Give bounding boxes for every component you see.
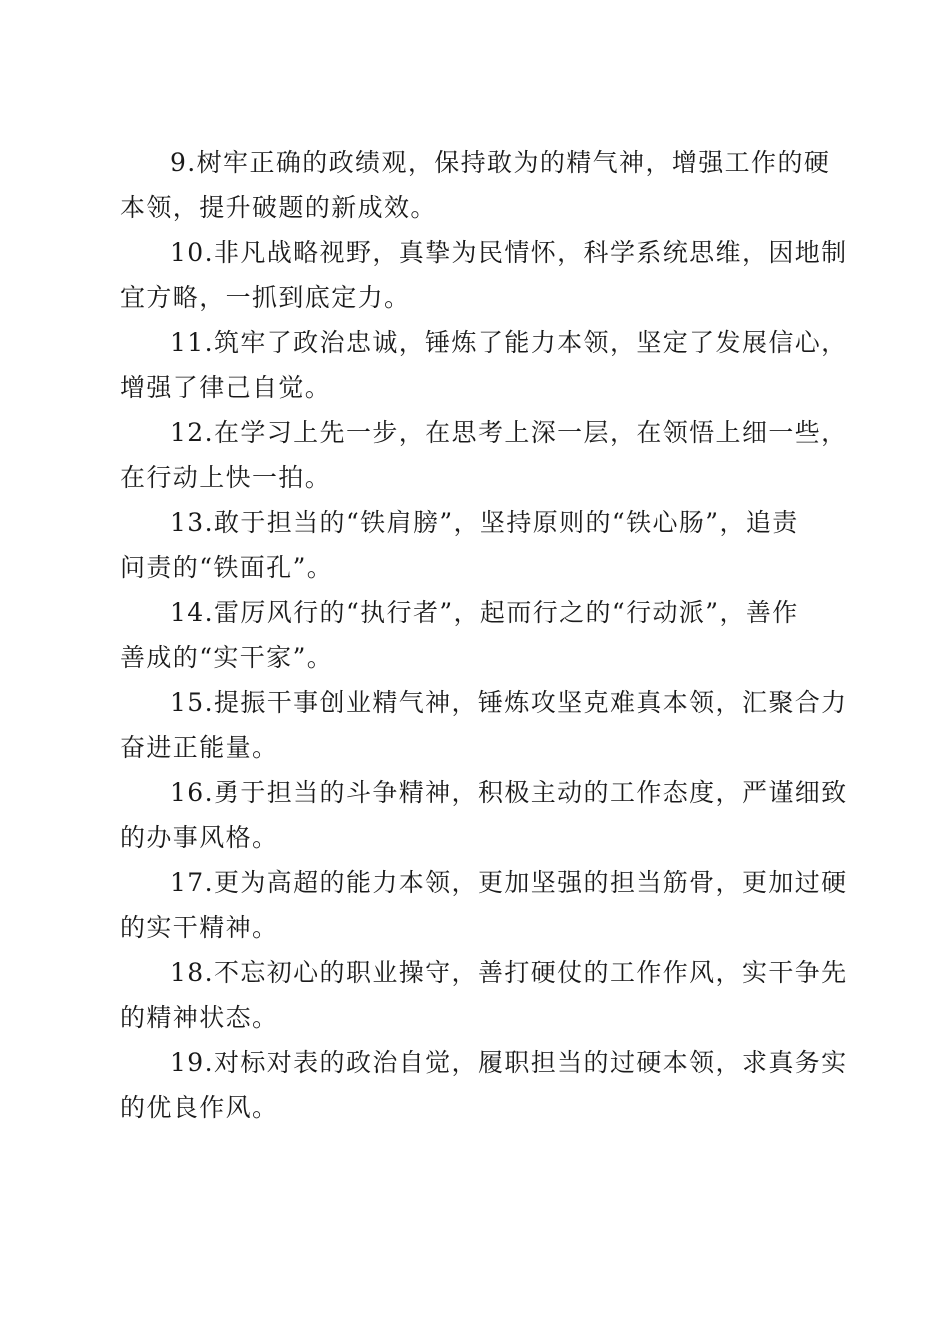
paragraph-item-11 bbox=[120, 320, 848, 410]
paragraph-item-10 bbox=[120, 230, 848, 320]
paragraph-line: 的优良作风。 bbox=[120, 1093, 279, 1122]
paragraph-line: 宜方略，一抓到底定力。 bbox=[120, 283, 411, 312]
paragraph-item-18 bbox=[120, 950, 848, 1040]
paragraph-item-14 bbox=[120, 590, 822, 680]
paragraph-item-12 bbox=[120, 410, 848, 500]
paragraph-item-9 bbox=[120, 140, 831, 230]
paragraph-line: 本领，提升破题的新成效。 bbox=[120, 193, 437, 222]
paragraph-line: 的精神状态。 bbox=[120, 1003, 279, 1032]
paragraph-line: 善成的“实干家”。 bbox=[120, 643, 334, 672]
paragraph-line: 奋进正能量。 bbox=[120, 733, 279, 762]
paragraph-line: 12.在学习上先一步，在思考上深一层，在领悟上细一些， bbox=[170, 418, 848, 447]
paragraph-item-15 bbox=[120, 680, 848, 770]
paragraph-line: 15.提振干事创业精气神，锤炼攻坚克难真本领，汇聚合力 bbox=[170, 688, 848, 717]
document-body bbox=[120, 140, 848, 1130]
paragraph-line: 在行动上快一拍。 bbox=[120, 463, 332, 492]
paragraph-line: 16.勇于担当的斗争精神，积极主动的工作态度，严谨细致 bbox=[170, 778, 848, 807]
paragraph-line: 的办事风格。 bbox=[120, 823, 279, 852]
paragraph-line: 13.敢于担当的“铁肩膀”，坚持原则的“铁心肠”，追责 bbox=[170, 508, 799, 537]
paragraph-line: 17.更为高超的能力本领，更加坚强的担当筋骨，更加过硬 bbox=[170, 868, 848, 897]
paragraph-line: 的实干精神。 bbox=[120, 913, 279, 942]
paragraph-item-13 bbox=[120, 500, 822, 590]
paragraph-line: 19.对标对表的政治自觉，履职担当的过硬本领，求真务实 bbox=[170, 1048, 848, 1077]
paragraph-item-17 bbox=[120, 860, 848, 950]
paragraph-line: 增强了律己自觉。 bbox=[120, 373, 332, 402]
paragraph-item-16 bbox=[120, 770, 848, 860]
paragraph-line: 14.雷厉风行的“执行者”，起而行之的“行动派”，善作 bbox=[170, 598, 799, 627]
paragraph-item-19 bbox=[120, 1040, 848, 1130]
paragraph-line: 18.不忘初心的职业操守，善打硬仗的工作作风，实干争先 bbox=[170, 958, 848, 987]
paragraph-line: 9.树牢正确的政绩观，保持敢为的精气神，增强工作的硬 bbox=[170, 148, 831, 177]
paragraph-line: 问责的“铁面孔”。 bbox=[120, 553, 334, 582]
paragraph-line: 10.非凡战略视野，真挚为民情怀，科学系统思维，因地制 bbox=[170, 238, 848, 267]
paragraph-line: 11.筑牢了政治忠诚，锤炼了能力本领，坚定了发展信心， bbox=[170, 328, 848, 357]
